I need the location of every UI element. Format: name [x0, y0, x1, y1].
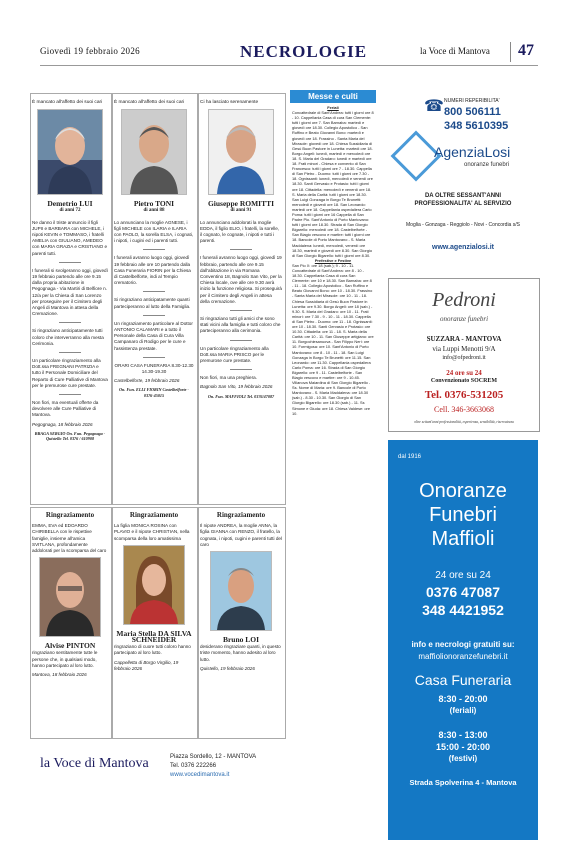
footer-address: Piazza Sordello, 12 - MANTOVA	[170, 754, 257, 760]
notice-place-date: Castelbelforte, 19 febbraio 2026	[114, 378, 180, 384]
notice-text: Un ringraziamento particolare al Dottor ANTONIO CALAMARI e a tutto il Personale della Casa di Cura Villa Campanaro di Rodigo per le cure e l'assistenza prestate.	[114, 320, 193, 351]
notice-text: Si ringraziano tutti gli amici che sono stati vicini alla famiglia e tutti coloro che parteciperanno alla cerimonia.	[200, 316, 281, 334]
divider	[143, 291, 165, 292]
deceased-age: di anni 88	[143, 208, 165, 214]
maffioli-info: info e necrologi gratuiti su:	[411, 640, 515, 649]
funeral-agency: BRAGA SERGIO On. Fun. Pegognaga - Quistello Tel. 0376 / 610908	[34, 430, 106, 442]
funeral-agency: On. Fun. MAFFIOLI Tel. 0376/47087	[207, 393, 275, 399]
agency-website: www.agenzialosi.it	[432, 244, 494, 251]
footer-logo: la Voce di Mantova	[40, 756, 149, 771]
maffioli-website: maffiolionoranzefunebri.it	[418, 652, 508, 661]
divider	[230, 369, 252, 370]
notice-column-1	[32, 100, 108, 442]
phone-label: NUMERI REPERIBILITA'	[444, 98, 500, 104]
maffioli-hours-weekday: 8:30 - 20:00	[438, 694, 488, 704]
maffioli-hours-holiday-2: 15:00 - 20:00	[435, 742, 491, 752]
notice-text: I funerali avranno luogo oggi, giovedì 19 febbraio, partendo alle ore 9.15 dall'abitazione in via Romana Conventino 18, Bagnolo San Vito, per la Chiesa locale, ove alle ore 9.30 avrà inizio la funzione religiosa. Si proseguirà per il Cimitero degli Angeli in attesa della cremazione.	[200, 255, 282, 304]
portrait-photo	[37, 109, 103, 195]
thanks-text: EMMA, EVA ed EDOARDO CHIRIBELLA con le rispettive famiglie, insieme all'amica SVITLANA, profondamente addolorati per la scomparsa del caro	[32, 523, 107, 554]
deceased-name: Demetrio LUI	[47, 199, 93, 209]
portrait-photo	[39, 557, 101, 637]
deceased-name: Pietro TONI	[133, 199, 175, 209]
pedroni-hours: 24 ore su 24	[446, 369, 482, 377]
divider	[143, 315, 165, 316]
phone-number: 348 5610395	[444, 120, 509, 132]
maffioli-house: Casa Funeraria	[414, 672, 512, 688]
agency-brand: AgenziaLosi	[434, 144, 511, 160]
page-number: 47	[518, 42, 534, 59]
mass-schedule-title: Messe e culti	[290, 90, 376, 103]
portrait-illustration	[122, 110, 186, 194]
weekday-heading: Feriali	[327, 105, 339, 110]
ad-pedroni	[388, 278, 540, 432]
portrait-illustration	[211, 552, 271, 630]
notice-text: Ne danno il triste annuncio il figli JUPII e BARBARA con MICHELE, i nipoti KEVIN e TOMMASO, i fratelli AMELIA con GIULIANO, AMEDEO con MARIA GRAZIA e CRISTIANO e parenti tutti.	[32, 219, 108, 256]
funeral-home-hours: ORARI CASA FUNERARIA 8.30-12.30 14.30-19.30	[114, 362, 194, 375]
footer-website: www.vocedimantova.it	[170, 772, 230, 778]
maffioli-title-1: Onoranze	[419, 480, 507, 502]
thanks-text: Il nipote ANDREA, la moglie ANNA, la figlia GIANNA con RENZO, il fratello, la cognata, i nipoti, cugini e parenti tutti del caro	[200, 523, 282, 547]
notice-text: Un particolare ringraziamento alla Dott.ssa MARIA PRISCO per le premurose cure prestate.	[200, 345, 269, 364]
pedroni-subtitle: onoranze funebri	[439, 315, 489, 323]
notice-intro: Ci ha lasciato serenamente	[200, 100, 259, 105]
thanks-title: Ringraziamento	[216, 511, 266, 519]
maffioli-phone-1: 0376 47087	[426, 584, 500, 600]
divider	[59, 394, 81, 395]
deceased-age: di anni 72	[59, 208, 81, 214]
thanks-column-1	[32, 510, 108, 681]
holiday-heading: Prefestive e Festive	[314, 257, 352, 263]
notice-column-2	[114, 100, 194, 398]
notice-text: I funerali si svolgeranno oggi, giovedì 19 febbraio partendo alle ore 9.15 dalla propria abitazione in Pegognaga - Via Martiri di Belfiore n. 12/a per la Chiesa di San Lorenzo per proseguire per il Cimitero degli Angeli di Mantova in attesa della Cremazione.	[32, 267, 108, 317]
portrait-illustration	[209, 110, 273, 194]
agency-towns: Moglia - Gonzaga - Reggiolo - Novi - Concordia s/S	[406, 222, 520, 228]
pedroni-footer: oltre settant'anni professionalità, esperienza, sensibilità, riservatezza	[414, 420, 514, 424]
notice-text: Un particolare ringraziamento alla Dott.ssa FREGNANI PATRIZIA e tutto il Personale Domiciliare del Reparto di Cure Palliative di Mantova per le premurose cure prestate.	[32, 358, 108, 388]
paper-footer	[40, 750, 280, 790]
portrait-photo	[123, 545, 185, 625]
notice-place-date: Bagnolo San Vito, 19 febbraio 2026	[200, 384, 273, 390]
pedroni-phone: Tel. 0376-531205	[424, 389, 504, 401]
deceased-age: di anni 91	[230, 208, 252, 214]
agency-tagline: DA OLTRE SESSANT'ANNI PROFESSIONALITA' AL SERVIZIO	[414, 193, 512, 207]
notice-text: Si ringraziano anticipatamente tutti coloro che interverranno alla mesta Cerimonia.	[32, 328, 104, 346]
maffioli-phone-2: 348 4421952	[422, 602, 504, 618]
divider	[230, 340, 252, 341]
pedroni-convention: Convenzionato SOCREM	[430, 378, 498, 384]
pedroni-city: SUZZARA - MANTOVA	[426, 335, 502, 343]
maffioli-title-2: Funebri	[429, 504, 497, 526]
paper-name: la Voce di Mantova	[420, 46, 490, 56]
maffioli-hours-weekday-label: (feriali)	[449, 706, 477, 715]
header-divider	[510, 42, 511, 62]
divider	[143, 357, 165, 358]
notice-text: Non fiori, ma una preghiera.	[200, 375, 257, 381]
section-title: NECROLOGIE	[240, 42, 368, 61]
deceased-name: Giuseppe ROMITTI	[207, 199, 275, 209]
funeral-agency: On. Fun. ELLI FIORIN Castelbelforte - 0376-45015	[119, 387, 189, 398]
maffioli-hours-holiday-1: 8:30 - 13:00	[438, 730, 488, 740]
phone-number: 800 506111	[444, 106, 501, 118]
header-rule	[40, 65, 538, 66]
divider	[230, 310, 252, 311]
maffioli-since: dal 1916	[398, 454, 422, 460]
issue-date: Giovedì 19 febbraio 2026	[40, 46, 140, 56]
mass-schedule-body	[290, 103, 376, 827]
holiday-schedule: San Pio X: ore 18 (sab.); 9 - 10 - 11. Concattedrale di Sant'Andrea: ore 8 - 10 - 18.30. Cappellania Casa di cura San Clemente: ore 10 e 18.30. San Barnaba: ore 8 - 11 - 18. Collegio Apostolico - San Ruffino e Beato Giovanni Bono: ore 10 - 18.30. Frassino - Santa Maria del Mirasole: ore 10 - 11 - 18. Chiesa Sussidiaria di Gesù Buon Pastore in Lunetta: ore 9.30. Borgo Angeli: ore 18 (sab.) - 9.30. S. Maria del Gradaro: ore 10 - 11. Frati minori: ore 7.30 - 9 - 10 - 11 - 18.30. Cappella di San Pietro - Duomo: ore 11 - 18. Ognissanti: ore 10 - 18.30. Santi Gervasio e Protasio: ore 10.30. Cittadella: ore 11 - 18. S. Maria della Carità: ore 10 - 11. San Giuseppe artigiano: ore 11. Borgochiesanuova - San Filippo Neri: ore 10. Formigosa: ore 10. Sant'Antonio di Porto Mantovano: ore 8 - 10 - 11 - 18. San Luigi Gonzaga in Borgo Te Brunetti: ore 11.15. San Leonardo: ore 11.30. Cappellania ospedaliera Carlo Poma: ore 16. Strada di San Giorgio Bigarello: ore 9 - 11. Castelbelforte - San Biagio vescovo e martire: ore 9 - 10.45. Villanova Maiardina di San Giorgio Bigarello - Ss. Nome di Maria: ore 9. Bancole di Porto Mantovano - S. Maria Maddalena: ore 18.30 (sab.) - 8.30 - 10.30. San Giorgio di San Giorgio Bigarello: ore 18.30 (sab.) - 11. Ss Simone e Giuda: ore 18. Chiesa Valdese: ore 10.	[292, 262, 374, 416]
thanks-text: La figlia MONICA ROSINA con PLAVIO e il nipote CHRISTIAN, nella scomparsa della loro amatissima	[114, 523, 190, 541]
thanks-text: ringraziano sentitamente tutte le persone che, in qualsiasi modo, hanno partecipato al loro lutto.	[32, 650, 98, 668]
mass-schedule-box	[290, 90, 376, 840]
notice-text: I funerali avranno luogo oggi, giovedì 19 febbraio alle ore 10 partendo dalla Casa Funeraria FIORIN per la Chiesa di Castelbelforte, indi al Tempio crematorio.	[114, 255, 191, 286]
deceased-name: Alvise PINTON	[44, 641, 96, 651]
thanks-column-2	[114, 510, 194, 675]
maffioli-title-3: Maffioli	[431, 528, 495, 550]
maffioli-address: Strada Spolverina 4 - Mantova	[409, 778, 517, 787]
thanks-place-date: Mantova, 18 febbraio 2026	[32, 672, 87, 678]
pedroni-logo: Pedroni	[432, 289, 496, 311]
thanks-text: desiderano ringraziare quanti, in questo triste momento, hanno adesito al loro lutto.	[200, 644, 281, 662]
thanks-place-date: Quistello, 19 febbraio 2026	[200, 665, 255, 671]
portrait-photo	[208, 109, 274, 195]
page-header	[40, 42, 538, 64]
notice-intro: È mancato all'affetto dei suoi cari	[114, 100, 185, 105]
notice-text: Lo annunciano addolorati la moglie EDDA, il figlio ELIO, i fratelli, la sorelle, il cognato, le cognate, i nipoti e tutti i parenti.	[200, 219, 280, 244]
pedroni-address: via Luppi Menotti 9/A	[432, 345, 496, 353]
notice-place-date: Pegognaga, 18 febbraio 2026	[32, 421, 93, 427]
divider	[59, 322, 81, 323]
thanks-text: ringraziano di cuore tutti coloro hanno partecipato al loro lutto.	[114, 644, 191, 656]
deceased-name: Maria Stella DA SILVA SCHNEIDER	[116, 628, 192, 645]
notice-intro: È mancato all'affetto dei suoi cari	[32, 100, 103, 105]
notice-text: Non fiori, ma eventuali offerte da devolvere alle Cure Palliative di Mantova.	[32, 400, 99, 418]
portrait-photo	[121, 109, 187, 195]
thanks-column-3	[200, 510, 282, 675]
divider	[59, 352, 81, 353]
ad-maffioli	[388, 440, 538, 840]
maffioli-hours-holiday-label: (festivi)	[448, 754, 478, 763]
footer-phone: Tel. 0376 222266	[170, 763, 217, 769]
notice-text: Lo annunciano la moglie AGNESE, i figli MICHELE con ILARIA e ILARIA con PAOLO, la sorella ELSA, i cognati, i nipoti, i cugini ed i parenti tutti.	[114, 219, 194, 244]
weekday-schedule: Concattedrale di Sant'Andrea: tutti i giorni ore 8 - 10. Cappellania Casa di cura San Clemente: tutti i giorni ore 7. San Barnaba: martedì e giovedì ore 18.30. Collegio Apostolico - San Ruffino e Beato Giovanni Bono: martedì e giovedì ore 18. Frassino - Santa Maria del Mirasole: giovedì ore 18. Chiesa Sussidiaria di Gesù Buon Pastore in Lunetta: martedì ore 18. Borgo Angeli: lunedì, martedì e mercoledì ore 18. S. Maria del Gradaro: lunedì e martedì ore 18. Frati minori - Chiesa e convento di San Francesco: tutti i giorni ore 7 - 18.30. Cappella di San Pietro - Duomo: tutti i giorni ore 7.30 - 18. Ognissanti: lunedì, mercoledì e venerdì ore 18.30. Santi Gervasio e Protasio: tutti i giorni ore 18. Cittadella: mercoledì e venerdì ore 18. S. Maria della Carità: tutti i giorni ore 18.30. San Luigi Gonzaga in Borgo Te Brunetti: mercoledì e giovedì ore 18. San Leonardo: martedì ore 18. Cappellania ospedaliera Carlo Poma: tutti i giorni ore 16 Cappella di San Padre Pio. Sant'Antonio di Porto Mantovano: tutti i giorni ore 18.30. Strada di San Giorgio Bigarello: mercoledì ore 18. Castelbelforte - San Biagio vescovo e martire: tutti i giorni ore 18. Bancole di Porto Mantovano - S. Maria Maddalena: lunedì, mercoledì, venerdì ore 18.30, martedì e giovedì ore 8.30. San Giorgio di San Giorgio Bigarello: tutti i giorni ore 8.30.	[292, 110, 374, 258]
divider	[230, 249, 252, 250]
portrait-illustration	[38, 110, 102, 194]
deceased-name: Bruno LOI	[222, 635, 260, 645]
phone-icon: ☎	[424, 98, 444, 115]
thanks-title: Ringraziamento	[45, 511, 95, 519]
divider	[143, 249, 165, 250]
thanks-place-date: Cappelletta di Borgo Virgilio, 19 febbraio 2026	[114, 659, 179, 671]
agency-subtitle: onoranze funebri	[464, 162, 510, 168]
notice-text: Si ringraziano anticipatamente quanti parteciperanno al lutto della Famiglia.	[114, 297, 191, 309]
divider	[59, 262, 81, 263]
pedroni-email: info@ofpedroni.it	[442, 355, 486, 361]
portrait-photo	[210, 551, 272, 631]
maffioli-hours: 24 ore su 24	[435, 570, 491, 581]
portrait-illustration	[40, 558, 100, 636]
pedroni-cell: Cell. 346-3663068	[434, 405, 494, 414]
portrait-illustration	[124, 546, 184, 624]
ad-agenzia-losi	[388, 92, 538, 266]
notice-column-3	[200, 100, 282, 399]
thanks-title: Ringraziamento	[129, 511, 179, 519]
